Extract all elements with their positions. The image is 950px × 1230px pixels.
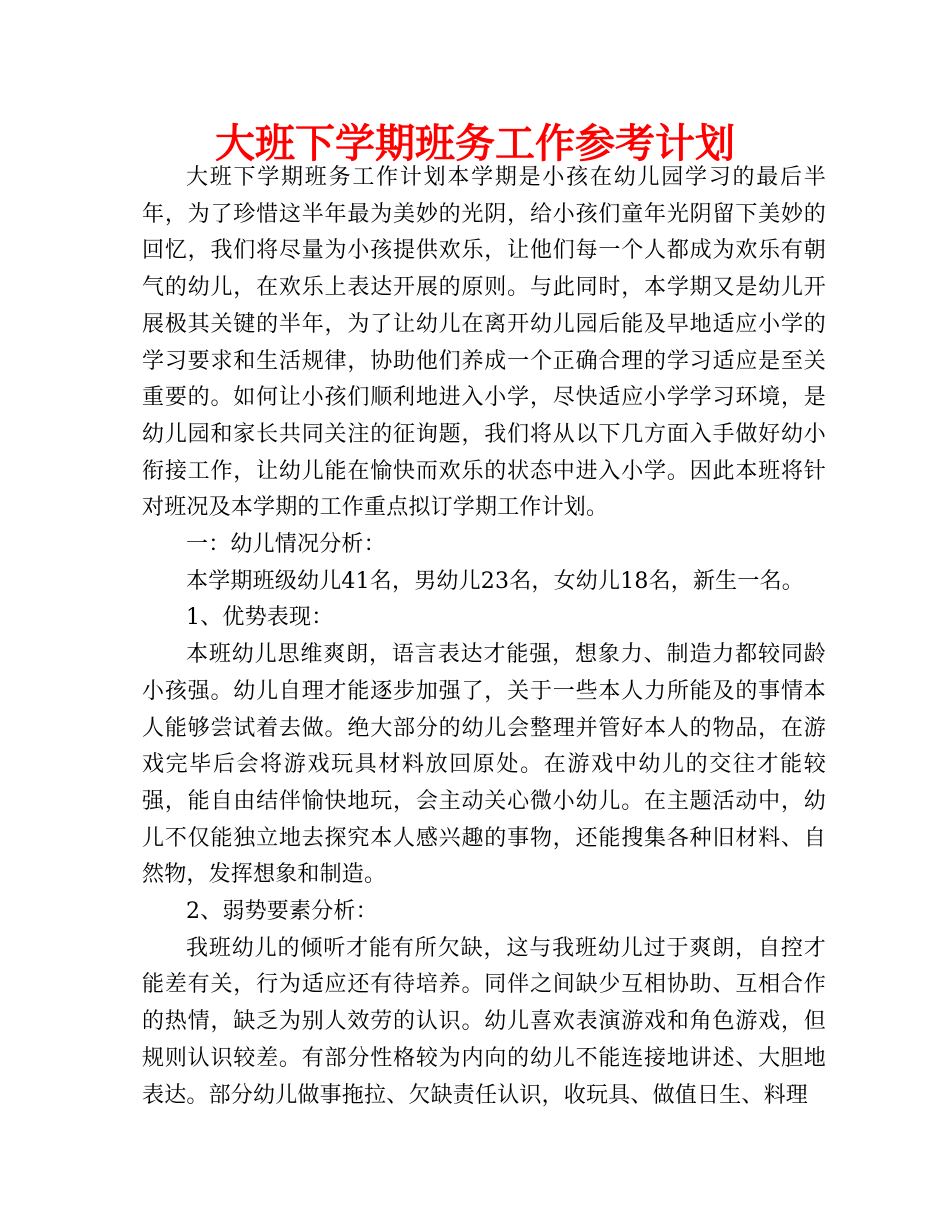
class-statistics-paragraph: 本学期班级幼儿41名，男幼儿23名，女幼儿18名，新生一名。 bbox=[186, 568, 804, 594]
intro-paragraph: 大班下学期班务工作计划本学期是小孩在幼儿园学习的最后半年，为了珍惜这半年最为美妙的光阴，给小孩们童年光阴留下美妙的回忆，我们将尽量为小孩提供欢乐，让他们每一个人都成为欢乐有朝气的幼儿，在欢乐上表达开展的原则。与此同时，本学期又是幼儿开展极其关键的半年，为了让幼儿在离开幼儿园后能及早地适应小学的学习要求和生活规律，协助他们养成一个正确合理的学习适应是至关重要的。如何让小孩们顺利地进入小学，尽快适应小学学习环境，是幼儿园和家长共同关注的征询题，我们将从以下几方面入手做好幼小衔接工作，让幼儿能在愉快而欢乐的状态中进入小学。因此本班将针对班况及本学期的工作重点拟订学期工作计划。 bbox=[142, 165, 826, 521]
weaknesses-paragraph: 我班幼儿的倾听才能有所欠缺，这与我班幼儿过于爽朗，自控才能差有关，行为适应还有待培养。同伴之间缺少互相协助、互相合作的热情，缺乏为别人效劳的认识。幼儿喜欢表演游戏和角色游戏，但规则认识较差。有部分性格较为内向的幼儿不能连接地讲述、大胆地表达。部分幼儿做事拖拉、欠缺责任认识，收玩具、做值日生、料理 bbox=[142, 935, 826, 1108]
subheading-weaknesses: 2、弱势要素分析： bbox=[186, 899, 378, 925]
document-body bbox=[142, 160, 826, 1114]
document-title: 大班下学期班务工作参考计划 bbox=[215, 121, 735, 167]
section-heading-analysis: 一：幼儿情况分析： bbox=[186, 532, 386, 558]
strengths-paragraph: 本班幼儿思维爽朗，语言表达才能强，想象力、制造力都较同龄小孩强。幼儿自理才能逐步加强了，关于一些本人力所能及的事情本人能够尝试着去做。绝大部分的幼儿会整理并管好本人的物品，在游戏完毕后会将游戏玩具材料放回原处。在游戏中幼儿的交往才能较强，能自由结伴愉快地玩，会主动关心微小幼儿。在主题活动中，幼儿不仅能独立地去探究本人感兴趣的事物，还能搜集各种旧材料、自然物，发挥想象和制造。 bbox=[142, 642, 826, 888]
subheading-strengths: 1、优势表现： bbox=[186, 605, 334, 631]
